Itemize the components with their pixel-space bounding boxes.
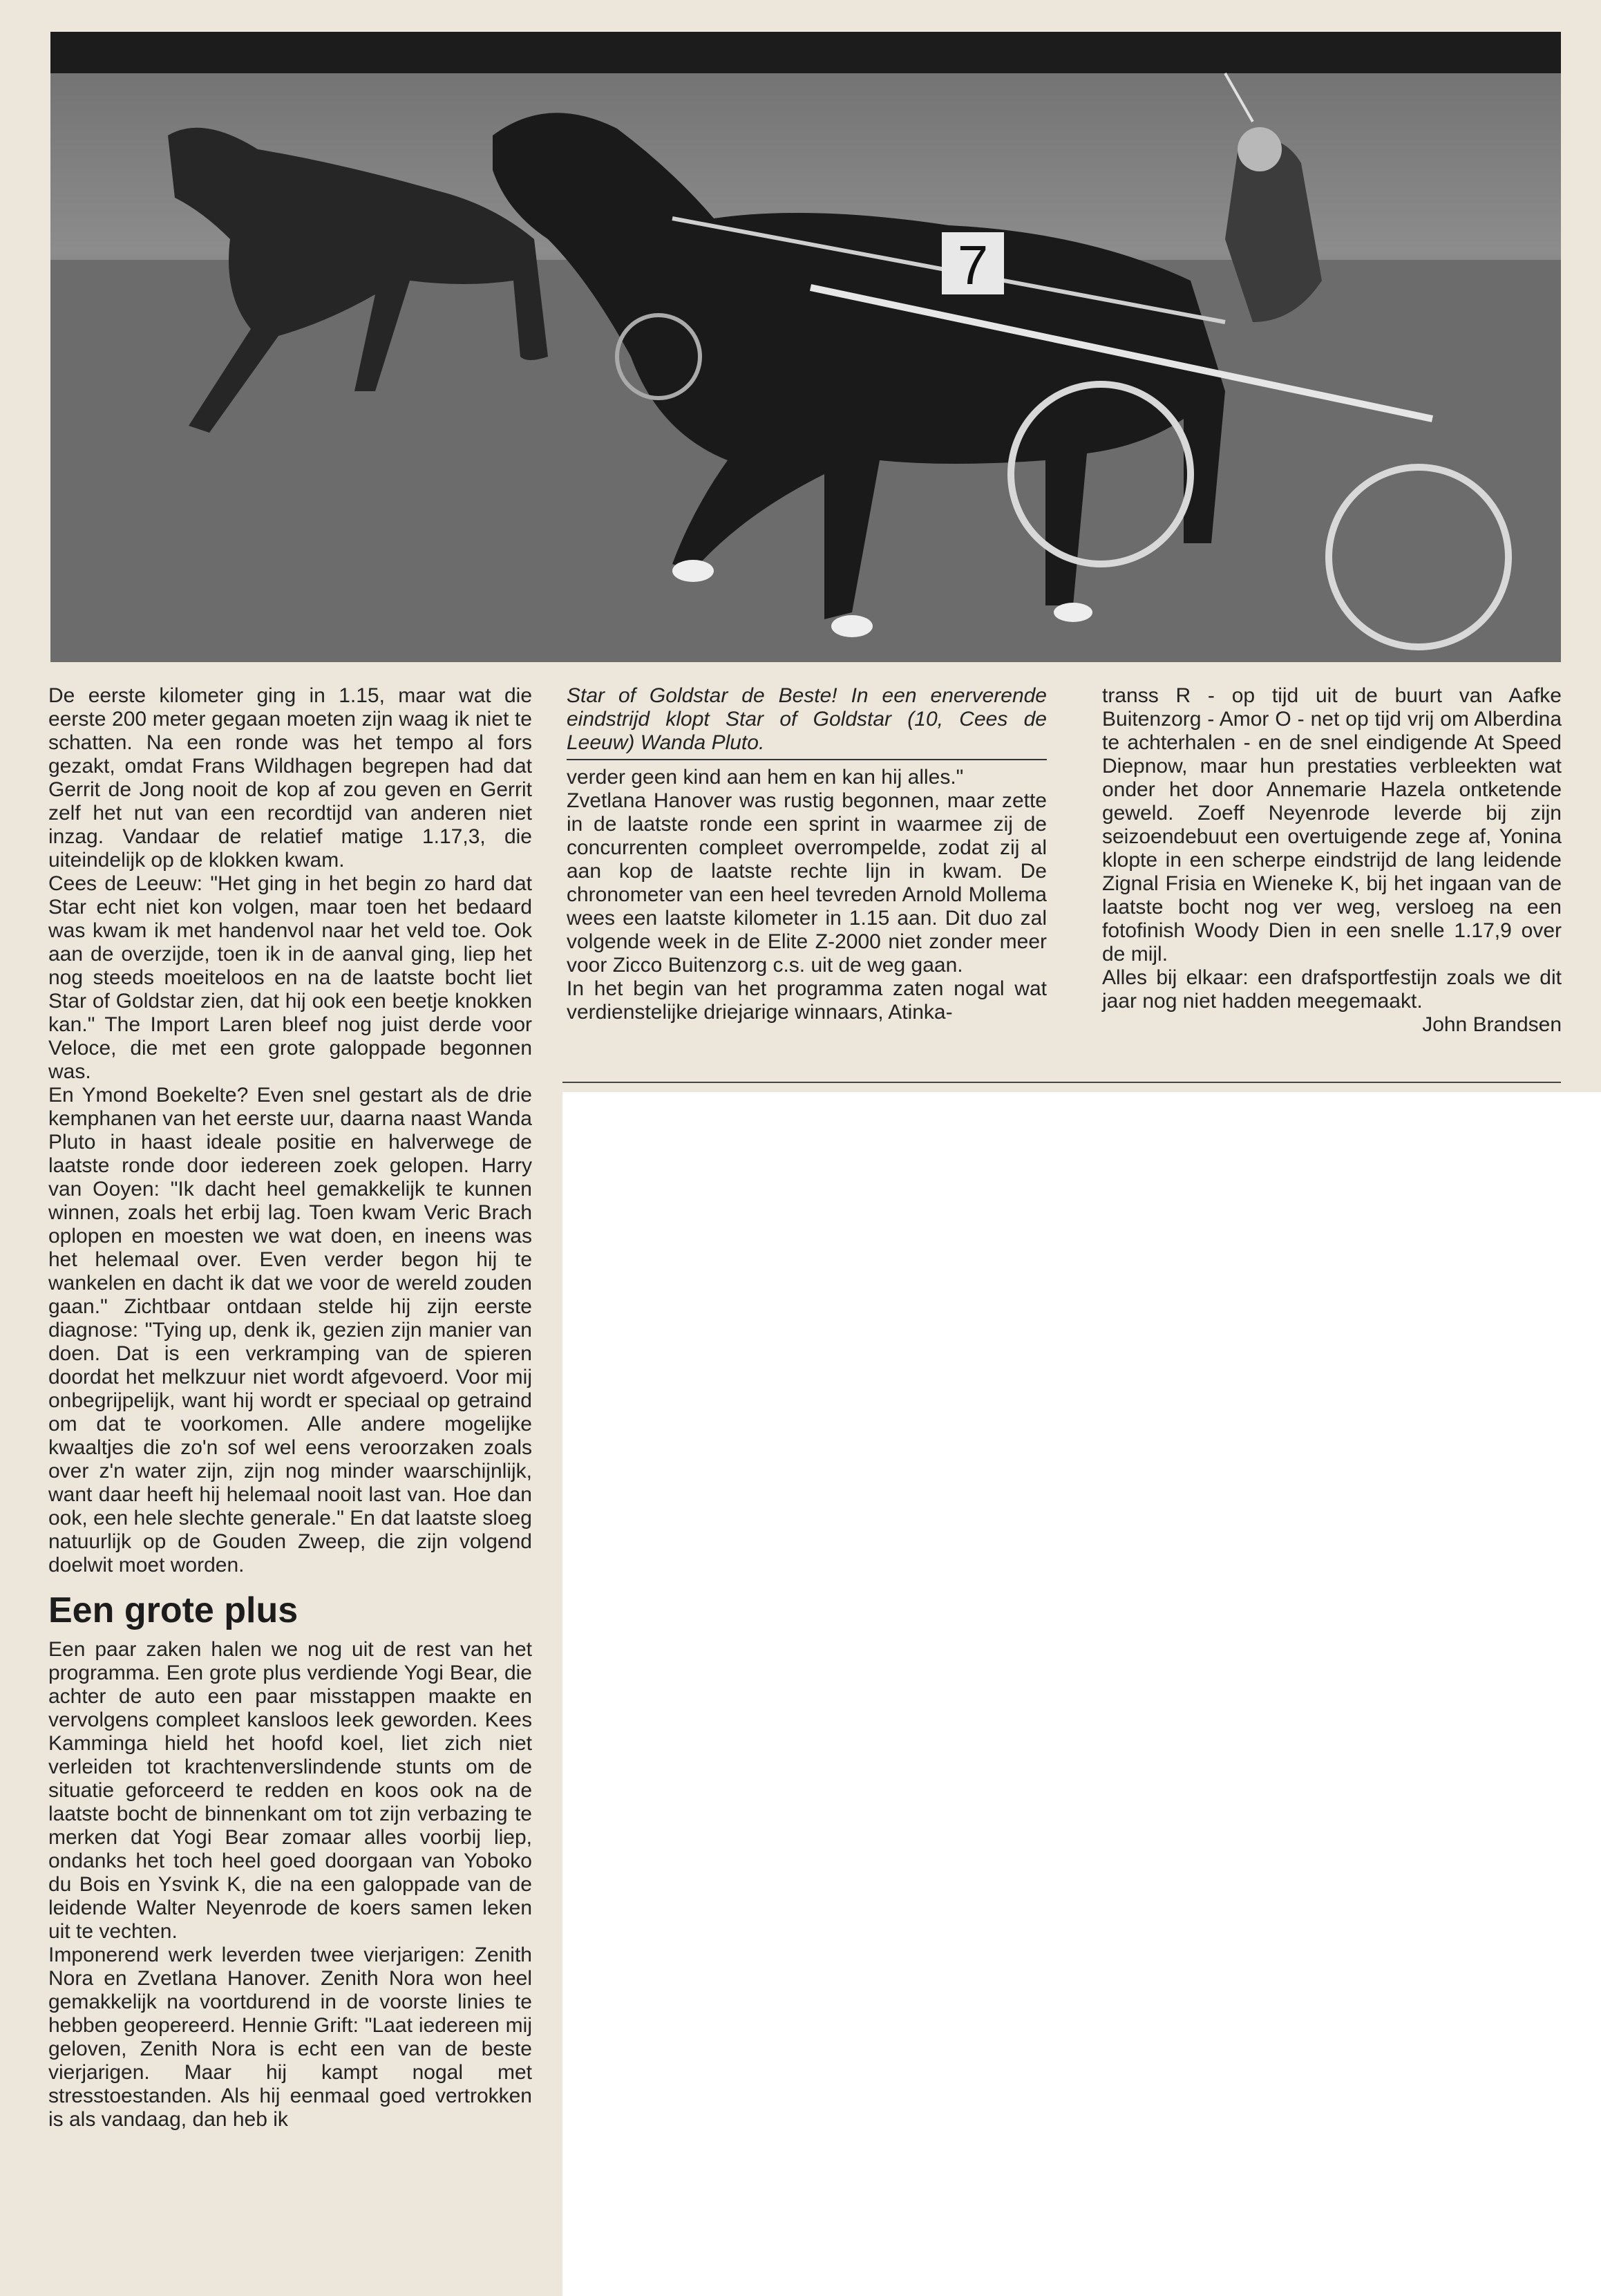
harness-racing-photo-icon (50, 32, 1561, 662)
section-heading: Een grote plus (48, 1590, 299, 1630)
paragraph: Een paar zaken halen we nog uit de rest van het programma. Een grote plus verdiende Yogi Bear, die achter de auto een paar misstappen maakte en vervolgens compleet kansloos leek geworden. Kees Kamminga hield het hoofd koel, liet zich niet verleiden tot krachtenverslindende stunts om de situatie geforceerd te redden en koos ook na de laatste bocht de binnenkant om tot zijn verbazing te merken dat Yogi Bear zomaar alles voorbij liep, ondanks het toch heel goed doorgaan van Yoboko du Bois en Ysvink K, die na een galoppade van de leidende Walter Neyenrode de koers samen leken uit te vechten. (48, 1638, 532, 1943)
paragraph: Alles bij elkaar: een drafsportfestijn zoals we dit jaar nog niet hadden meegemaakt. (1102, 966, 1562, 1013)
paragraph: En Ymond Boekelte? Even snel gestart als de drie kemphanen van het eerste uur, daarna naast Wanda Pluto in haast ideale positie en halverwege de laatste ronde door iedereen zoek gelopen. Harry van Ooyen: "Ik dacht heel gemakkelijk te kunnen winnen, zoals het erbij lag. Toen kwam Veric Brach oplopen en moesten we wat doen, en ineens was het helemaal over. Even verder begon hij te wankelen en dacht ik dat we voor de wereld zouden gaan." Zichtbaar ontdaan stelde hij zijn eerste diagnose: "Tying up, denk ik, gezien zijn manier van doen. Dat is een verkramping van de spieren doordat het melkzuur niet wordt afgevoerd. Voor mij onbegrijpelijk, want hij wordt er speciaal op getraind om dat te voorkomen. Alle andere mogelijke kwaaltjes die zo'n sof wel eens veroorzaken zoals over z'n water zijn, zijn nog minder waarschijnlijk, want daar heeft hij helemaal nooit last van. Hoe dan ook, een hele slechte generale." En dat laatste sloeg natuurlijk op de Gouden Zweep, die zijn volgend doelwit moet worden. (48, 1084, 532, 1577)
harness-racing-photo (50, 32, 1561, 662)
paragraph: verder geen kind aan hem en kan hij alles." (567, 766, 964, 789)
photo-caption: Star of Goldstar de Beste! In een enerverende eindstrijd klopt Star of Goldstar (10, Cees de Leeuw) Wanda Pluto. (567, 684, 1047, 754)
column-3 (1102, 684, 1562, 1037)
paragraph: In het begin van het programma zaten nogal wat verdienstelijke driejarige winnaars, Atinka- (567, 977, 1047, 1024)
paragraph: De eerste kilometer ging in 1.15, maar wat die eerste 200 meter gegaan moeten zijn waag ik niet te schatten. Na een ronde was het tempo al fors gezakt, omdat Frans Wildhagen begrepen had dat Gerrit de Jong nooit de kop af zou geven en Gerrit zelf het nut van een recordtijd van anderen niet inzag. Vandaar de relatief matige 1.17,3, die uiteindelijk op de klokken kwam. (48, 684, 532, 872)
column-1 (48, 684, 532, 2132)
svg-text:7: 7 (957, 234, 989, 296)
bottom-rule (562, 1082, 1561, 1083)
paragraph: Zvetlana Hanover was rustig begonnen, maar zette in de laatste ronde een sprint in waarmee zij de concurrenten compleet overrompelde, zodat zij al aan kop de laatste rechte lijn in kwam. De chronometer van een heel tevreden Arnold Mollema wees een laatste kilometer in 1.15 aan. Dit duo zal volgende week in de Elite Z-2000 niet zonder meer voor Zicco Buitenzorg c.s. uit de weg gaan. (567, 789, 1047, 977)
column-2 (567, 684, 1047, 1024)
paragraph: transs R - op tijd uit de buurt van Aafke Buitenzorg - Amor O - net op tijd vrij om Alberdina te achterhalen - en de snel eindigende At Speed Diepnow, maar hun prestaties verbleekten wat onder het door Annemarie Hazela ontketende geweld. Zoeff Neyenrode leverde bij zijn seizoendebuut een overtuigende zege af, Yonina klopte in een scherpe eindstrijd de lang leidende Zignal Frisia en Wieneke K, bij het ingaan van de laatste bocht nog ver weg, versloeg na een fotofinish Woody Dien in een snelle 1.17,9 over de mijl. (1102, 684, 1562, 966)
paragraph: Cees de Leeuw: "Het ging in het begin zo hard dat Star echt niet kon volgen, maar toen het bedaard was kwam ik met handenvol naar het veld toe. Ook aan de overzijde, toen ik in de aanval ging, liep het nog steeds moeiteloos en na de laatste bocht liet Star of Goldstar zien, dat hij ook een beetje knokken kan." The Import Laren bleef nog juist derde voor Veloce, die met een grote galoppade begonnen was. (48, 872, 532, 1083)
author-byline: John Brandsen (1422, 1013, 1562, 1036)
paragraph: Imponerend werk leverden twee vierjarigen: Zenith Nora en Zvetlana Hanover. Zenith Nora won heel gemakkelijk na voortdurend in de voorste linies te hebben geopereerd. Hennie Grift: "Laat iedereen mij geloven, Zenith Nora is echt een van de beste vierjarigen. Maar hij kampt nogal met stresstoestanden. Als hij eenmaal goed vertrokken is als vandaag, dan heb ik (48, 1944, 532, 2131)
caption-divider (567, 759, 1047, 760)
